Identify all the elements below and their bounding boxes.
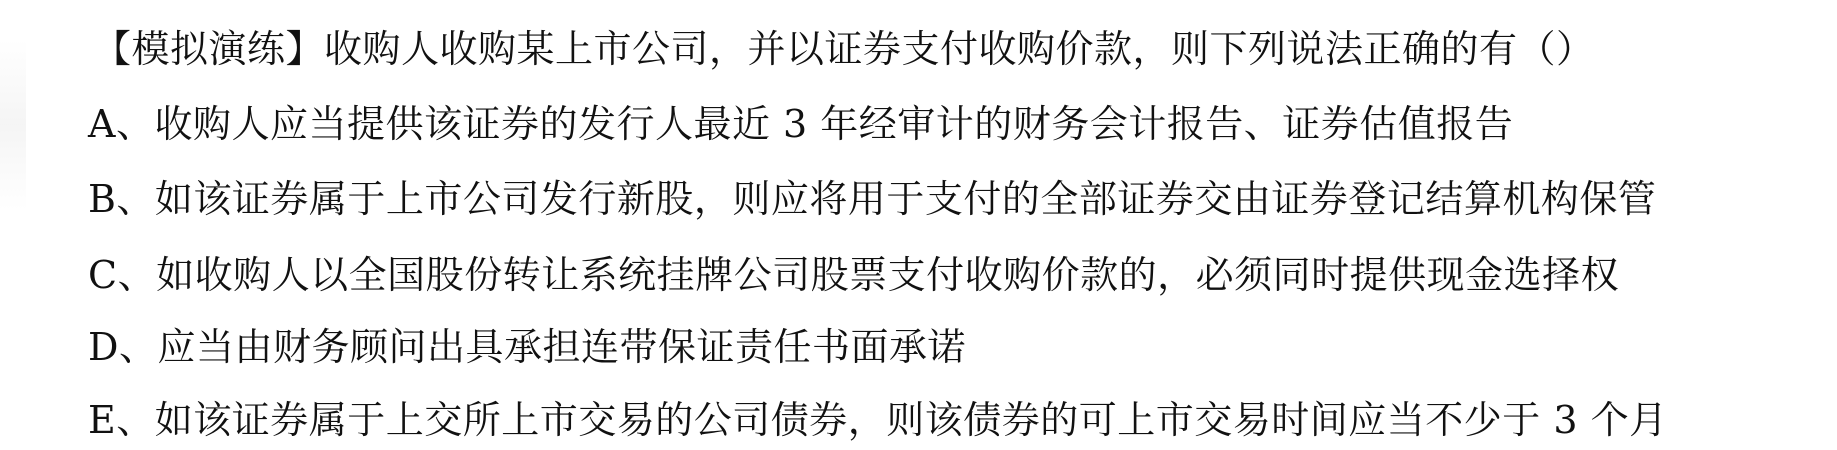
option-e: E、如该证券属于上交所上市交易的公司债券，则该债券的可上市交易时间应当不少于 3 个月 bbox=[88, 398, 1668, 442]
option-c: C、如收购人以全国股份转让系统挂牌公司股票支付收购价款的，必须同时提供现金选择权 bbox=[88, 253, 1620, 297]
scan-shadow bbox=[0, 40, 26, 210]
option-b: B、如该证券属于上市公司发行新股，则应将用于支付的全部证券交由证券登记结算机构保管 bbox=[88, 177, 1657, 221]
option-d: D、应当由财务顾问出具承担连带保证责任书面承诺 bbox=[88, 325, 966, 369]
option-a: A、收购人应当提供该证券的发行人最近 3 年经审计的财务会计报告、证券估值报告 bbox=[88, 102, 1514, 146]
question-title: 【模拟演练】收购人收购某上市公司，并以证券支付收购价款，则下列说法正确的有（） bbox=[93, 27, 1595, 71]
